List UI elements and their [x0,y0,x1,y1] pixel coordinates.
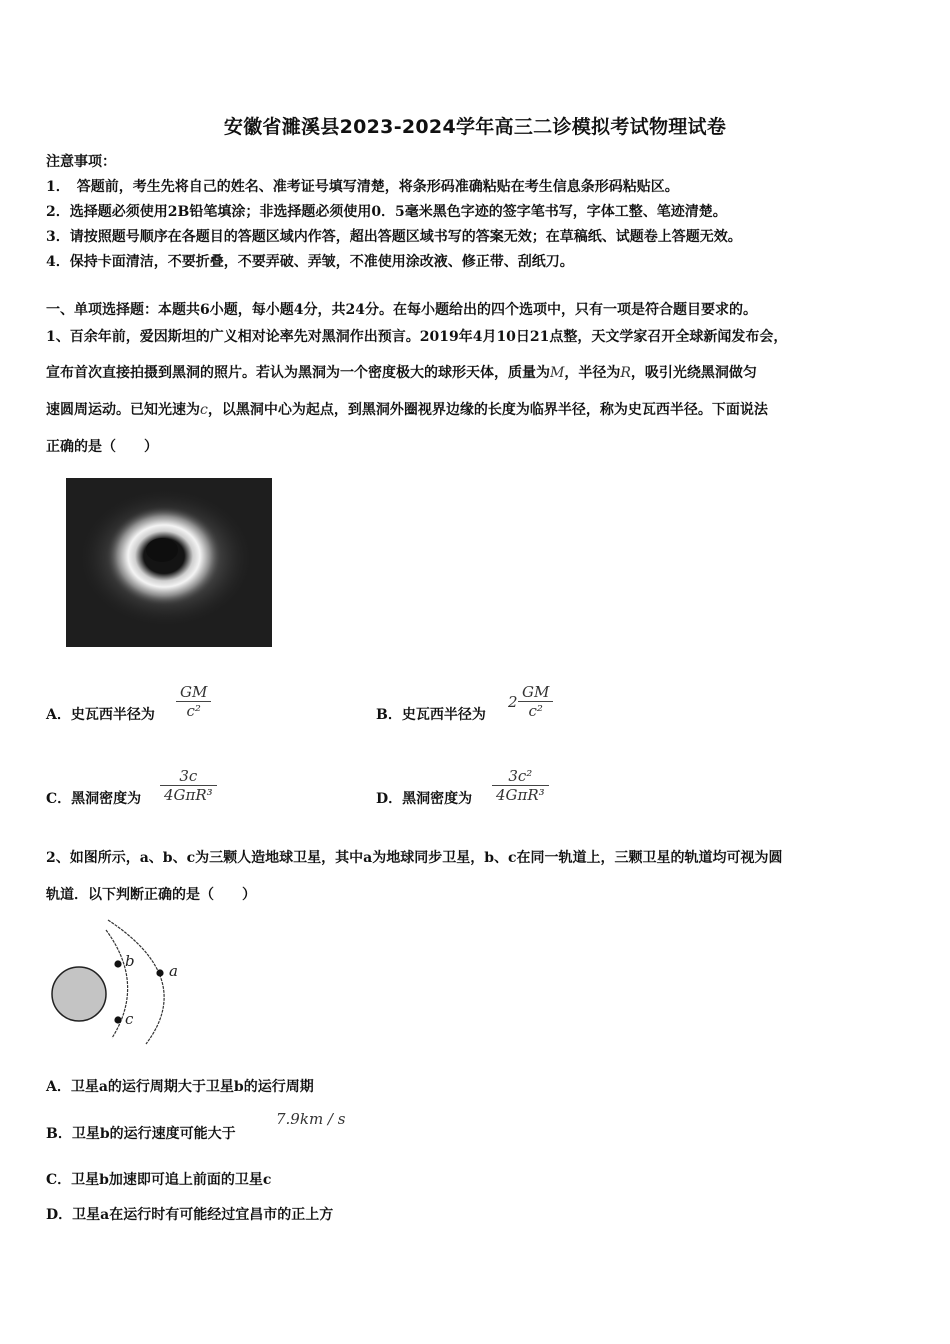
fraction-denominator: c² [528,702,543,720]
q2-line-1: 2、如图所示，a、b、c为三颗人造地球卫星，其中a为地球同步卫星，b、c在同一轨道上，三颗卫星的轨道均可视为圆 [46,850,783,866]
q1-option-c[interactable]: C．黑洞密度为 [46,791,142,807]
q1-line-2 [46,363,757,383]
q2-option-b[interactable]: B．卫星b的运行速度可能大于 [46,1126,236,1142]
q2-line-2: 轨道．以下判断正确的是（ ） [46,887,256,903]
mass-symbol: M [550,365,565,381]
q1-line-2a: 宣布首次直接拍摄到黑洞的照片。若认为黑洞为一个密度极大的球形天体，质量为 [46,365,550,381]
q1-line-2c: ，吸引光绕黑洞做匀 [630,365,757,381]
q1-line-3 [46,400,768,420]
q1-line-2b: ，半径为 [564,365,621,381]
label-b: b [125,952,135,970]
q1-option-a-formula [176,683,211,720]
q1-option-a[interactable]: A．史瓦西半径为 [46,707,155,723]
q2-option-a[interactable]: A．卫星a的运行周期大于卫星b的运行周期 [46,1079,314,1095]
light-speed-symbol: c [200,402,208,418]
q1-option-b[interactable]: B．史瓦西半径为 [376,707,486,723]
q1-line-3b: ，以黑洞中心为起点，到黑洞外圈视界边缘的长度为临界半径，称为史瓦西半径。下面说法 [207,402,768,418]
q2-option-c[interactable]: C．卫星b加速即可追上前面的卫星c [46,1172,272,1188]
fraction-denominator: 4GπR³ [496,786,545,804]
fraction-numerator: GM [522,683,550,701]
q1-line-1: 1、百余年前，爱因斯坦的广义相对论率先对黑洞作出预言。2019年4月10日21点整，天文学家召开全球新闻发布会， [46,329,788,345]
radius-symbol: R [620,365,631,381]
q1-option-b-coefficient: 2 [508,693,518,711]
fraction-numerator: 3c [179,767,198,785]
satellite-b-dot [114,960,121,967]
satellite-orbit-diagram [46,916,196,1048]
satellite-c-dot [114,1016,121,1023]
q2-option-d[interactable]: D．卫星a在运行时有可能经过宜昌市的正上方 [46,1207,334,1223]
q1-line-4: 正确的是（ ） [46,439,158,455]
fraction-numerator: 3c² [508,767,533,785]
q2-option-b-value: 7.9km / s [276,1110,346,1128]
black-hole-image [66,478,272,647]
q1-option-c-formula [160,767,217,804]
notes-heading: 注意事项： [46,154,116,170]
satellite-a-dot [156,969,163,976]
fraction-denominator: c² [186,702,201,720]
q1-option-d-formula [492,767,549,804]
q1-line-3a: 速圆周运动。已知光速为 [46,402,200,418]
black-hole-photo [66,478,272,647]
q1-option-b-formula [518,683,553,720]
earth-circle [52,967,106,1021]
fraction-numerator: GM [180,683,208,701]
label-c: c [125,1010,134,1028]
page-title: 安徽省濉溪县2023-2024学年高三二诊模拟考试物理试卷 [223,116,727,138]
note-item-2: 2．选择题必须使用2B铅笔填涂；非选择题必须使用0．5毫米黑色字迹的签字笔书写，字体工整、笔迹清楚。 [46,204,727,220]
q1-option-d[interactable]: D．黑洞密度为 [376,791,473,807]
section-1-heading: 一、单项选择题：本题共6小题，每小题4分，共24分。在每小题给出的四个选项中，只有一项是符合题目要求的。 [46,302,757,318]
outer-orbit-a [108,920,164,1044]
fraction-denominator: 4GπR³ [164,786,213,804]
label-a: a [169,962,178,980]
note-item-4: 4．保持卡面清洁，不要折叠，不要弄破、弄皱，不准使用涂改液、修正带、刮纸刀。 [46,254,574,270]
note-item-3: 3．请按照题号顺序在各题目的答题区域内作答，超出答题区域书写的答案无效；在草稿纸、试题卷上答题无效。 [46,229,742,245]
note-item-1: 1． 答题前，考生先将自己的姓名、准考证号填写清楚，将条形码准确粘贴在考生信息条形码粘贴区。 [46,179,679,195]
